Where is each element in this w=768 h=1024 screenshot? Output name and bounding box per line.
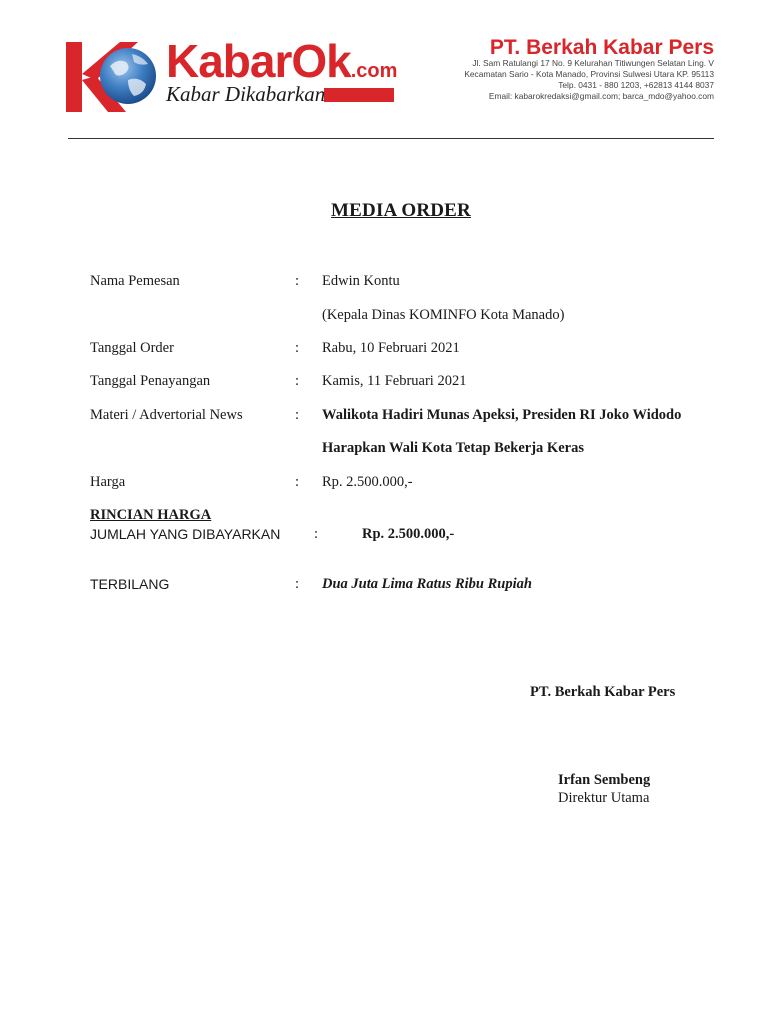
colon: : (295, 273, 300, 289)
harga-value: Rp. 2.500.000,- (322, 474, 413, 490)
materi-label: Materi / Advertorial News (90, 407, 243, 423)
kabarok-logo-icon (66, 40, 162, 114)
address-line-2: Kecamatan Sario - Kota Manado, Provinsi Sulwesi Utara KP. 95113 (464, 69, 714, 79)
signatory-position: Direktur Utama (558, 790, 650, 806)
colon: : (295, 373, 300, 389)
colon: : (314, 526, 319, 542)
nama-pemesan-label: Nama Pemesan (90, 273, 180, 289)
jumlah-value: Rp. 2.500.000,- (362, 526, 455, 542)
colon: : (295, 340, 300, 356)
tanggal-order-value: Rabu, 10 Februari 2021 (322, 340, 460, 356)
materi-value-line-2: Harapkan Wali Kota Tetap Bekerja Keras (322, 440, 584, 456)
signature-company: PT. Berkah Kabar Pers (530, 684, 676, 700)
colon: : (295, 576, 300, 592)
harga-label: Harga (90, 474, 126, 490)
signatory-name: Irfan Sembeng (558, 772, 651, 788)
header-divider (68, 138, 714, 139)
phone-line: Telp. 0431 - 880 1203, +62813 4144 8037 (558, 80, 714, 90)
terbilang-label: TERBILANG (90, 576, 170, 592)
colon: : (295, 407, 300, 423)
terbilang-value: Dua Juta Lima Ratus Ribu Rupiah (322, 576, 532, 592)
colon: : (295, 474, 300, 490)
brand-suffix: .com (350, 60, 398, 82)
jumlah-label: JUMLAH YANG DIBAYARKAN (90, 526, 281, 542)
tanggal-order-label: Tanggal Order (90, 340, 174, 356)
brand-tagline: Kabar Dikabarkan (166, 82, 326, 106)
document-title: MEDIA ORDER (331, 200, 471, 221)
rincian-harga-heading: RINCIAN HARGA (90, 507, 212, 523)
nama-pemesan-position: (Kepala Dinas KOMINFO Kota Manado) (322, 307, 565, 323)
address-line-1: Jl. Sam Ratulangi 17 No. 9 Kelurahan Titiwungen Selatan Ling. V (472, 58, 714, 68)
tanggal-penayangan-label: Tanggal Penayangan (90, 373, 211, 389)
company-name: PT. Berkah Kabar Pers (489, 36, 714, 59)
brand-name: KabarOk.com (166, 35, 398, 87)
materi-value-line-1: Walikota Hadiri Munas Apeksi, Presiden RI Joko Widodo (322, 407, 682, 423)
email-line: Email: kabarokredaksi@gmail.com; barca_mdo@yahoo.com (488, 91, 714, 101)
tanggal-penayangan-value: Kamis, 11 Februari 2021 (322, 373, 467, 389)
nama-pemesan-value: Edwin Kontu (322, 273, 400, 289)
